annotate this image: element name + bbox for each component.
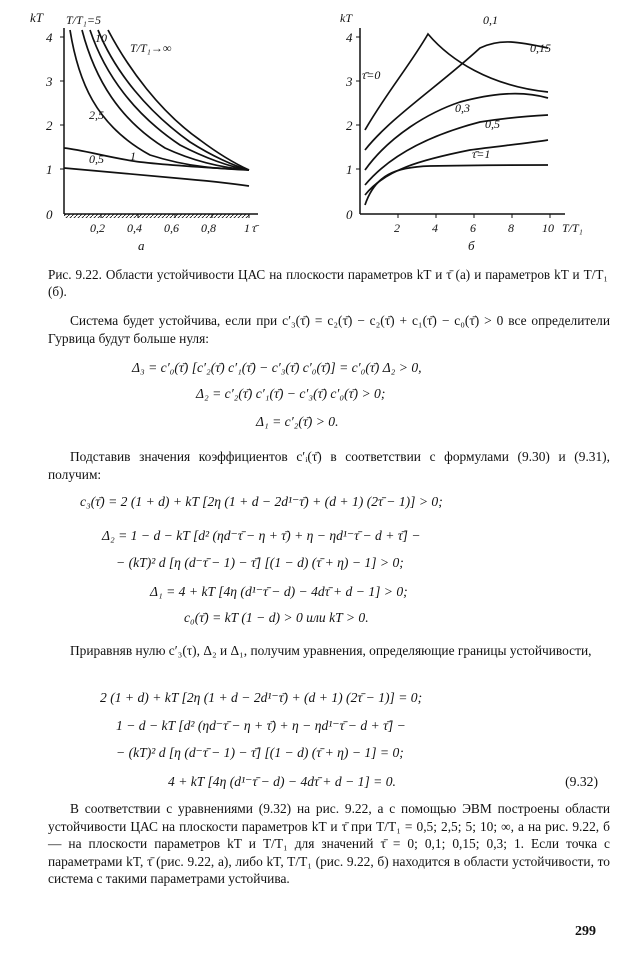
equation-delta3: Δ₃ = c′₀(τ̄) [c′₂(τ̄) c′₁(τ̄) − c′₃(τ̄) c′₀(τ̄)] = c′₀(τ̄) Δ₂ > 0, [132, 360, 422, 375]
chart-b-label-01: 0,1 [483, 13, 498, 27]
equation-boundary-2: 1 − d − kT [d² (ηd⁻τ̄ − η + τ̄) + η − ηd¹⁻τ̄ − d + τ̄] − [116, 718, 406, 733]
chart-a-ytick-2: 2 [46, 118, 53, 133]
chart-b-ytick-2: 2 [346, 118, 353, 133]
chart-a-label-05: 0,5 [89, 152, 104, 166]
chart-a-ytick-0: 0 [46, 207, 53, 222]
chart-b-label-015: 0,15 [530, 41, 551, 55]
paragraph-2: Подставив значения коэффициентов c′ᵢ(τ̄) в соответствии с формулами (9.30) и (9.31), получим: [48, 449, 610, 482]
chart-a-ytick-3: 3 [46, 74, 53, 89]
equation-number: (9.32) [565, 774, 598, 789]
equation-delta1-expanded: Δ₁ = 4 + kT [4η (d¹⁻τ̄ − d) − 4dτ̄ + d − 1] > 0; [150, 584, 408, 599]
chart-b-label-1: τ̄=1 [472, 147, 491, 161]
chart-a-xtick-04: 0,4 [127, 221, 142, 235]
chart-b-curve-03 [365, 115, 548, 185]
chart-a-xtick-06: 0,6 [164, 221, 179, 235]
chart-b-ytick-4: 4 [346, 30, 353, 45]
chart-b-xtick-10: 10 [542, 221, 554, 235]
equation-boundary-4: 4 + kT [4η (d¹⁻τ̄ − d) − 4dτ̄ + d − 1] = 0. [168, 774, 396, 789]
chart-b-sublabel: б [468, 238, 475, 253]
chart-b-xtick-6: 6 [470, 221, 476, 235]
chart-a-xtick-02: 0,2 [90, 221, 105, 235]
chart-a-curve-inf-lower [64, 168, 249, 186]
chart-b-ytick-3: 3 [346, 74, 353, 89]
chart-b-ylabel: kT [340, 11, 352, 25]
equation-boundary-1: 2 (1 + d) + kT [2η (1 + d − 2d¹⁻τ̄) + (d + 1) (2τ̄ − 1)] = 0; [100, 690, 423, 705]
chart-b-curve-1 [365, 165, 548, 205]
chart-a-ylabel: kT [30, 10, 43, 25]
equation-delta1: Δ₁ = c′₂(τ̄) > 0. [256, 414, 339, 429]
chart-a-sublabel: а [138, 238, 145, 253]
chart-a-xtick-08: 0,8 [201, 221, 216, 235]
chart-a [30, 10, 259, 253]
chart-a-label-top: T/T₁=5 [66, 13, 101, 27]
equation-boundary-3: − (kT)² d [η (d⁻τ̄ − 1) − τ̄] [(1 − d) (τ̄ + η) − 1] = 0; [116, 745, 404, 760]
page-number: 299 [575, 924, 596, 939]
paragraph-4: В соответствии с уравнениями (9.32) на рис. 9.22, а с помощью ЭВМ построены области устойчивости ЦАС на плоскости параметров kT и τ̄ при T/T₁ = 0,5; 2,5; 5; 10; ∞, а на рис. 9.22, б — на плоскости параметров kT и T/T₁ для значений τ̄ = 0; 0,1; 0,15; 0,3; 1. Если точка с параметрами kT, τ̄ (рис. 9.22, а), либо kT, T/T₁ (рис. 9.22, б) находится в области устойчивости, то система с такими параметрами устойчива. [48, 801, 610, 886]
chart-a-hatch [64, 214, 249, 218]
equation-c3: c₃(τ̄) = 2 (1 + d) + kT [2η (1 + d − 2d¹⁻τ̄) + (d + 1) (2τ̄ − 1)] > 0; [80, 494, 443, 509]
chart-b-ytick-0: 0 [346, 207, 353, 222]
chart-b-label-03: 0,3 [455, 101, 470, 115]
paragraph-1: Система будет устойчива, если при c′₃(τ̄) = c₂(τ̄) − c₂(τ̄) + c₁(τ̄) − c₀(τ̄) > 0 все определители Гурвица будут больше нуля: [48, 313, 610, 346]
chart-b-label-0: τ̄=0 [362, 68, 381, 82]
chart-b-curve-05 [365, 140, 548, 195]
chart-a-label-1: 1 [130, 149, 136, 163]
chart-a-xtick-1: 1 [244, 221, 250, 235]
chart-a-label-inf: T/T₁→∞ [130, 41, 172, 55]
chart-b-curve-0 [365, 34, 548, 130]
chart-b-xunit: T/T₁ [562, 221, 583, 235]
chart-a-label-25: 2,5 [89, 108, 104, 122]
chart-b-xtick-2: 2 [394, 221, 400, 235]
paragraph-3: Приравняв нулю c′₃(τ), Δ₂ и Δ₁, получим уравнения, определяющие границы устойчивости, [70, 643, 592, 658]
chart-b-curve-01 [365, 42, 548, 150]
equation-c0: c₀(τ̄) = kT (1 − d) > 0 или kT > 0. [184, 610, 369, 625]
equation-delta2-expanded-1: Δ₂ = 1 − d − kT [d² (ηd⁻τ̄ − η + τ̄) + η − ηd¹⁻τ̄ − d + τ̄] − [102, 528, 421, 543]
chart-b-label-05: 0,5 [485, 117, 500, 131]
chart-b-xtick-4: 4 [432, 221, 438, 235]
chart-a-ytick-1: 1 [46, 162, 53, 177]
chart-a-xunit: τ̄ [252, 221, 257, 235]
chart-a-label-10: 10 [95, 31, 107, 45]
chart-b-ytick-1: 1 [346, 162, 353, 177]
figure-caption: Рис. 9.22. Области устойчивости ЦАС на плоскости параметров kT и τ̄ (а) и параметров kT и T/T₁ (б). [48, 267, 608, 299]
figure-9-22 [0, 0, 620, 262]
equation-delta2: Δ₂ = c′₂(τ̄) c′₁(τ̄) − c′₃(τ̄) c′₀(τ̄) > 0; [196, 386, 386, 401]
chart-b-xtick-8: 8 [508, 221, 514, 235]
equation-delta2-expanded-2: − (kT)² d [η (d⁻τ̄ − 1) − τ̄] [(1 − d) (τ̄ + η) − 1] > 0; [116, 555, 404, 570]
chart-b [340, 11, 583, 253]
chart-a-ytick-4: 4 [46, 30, 53, 45]
